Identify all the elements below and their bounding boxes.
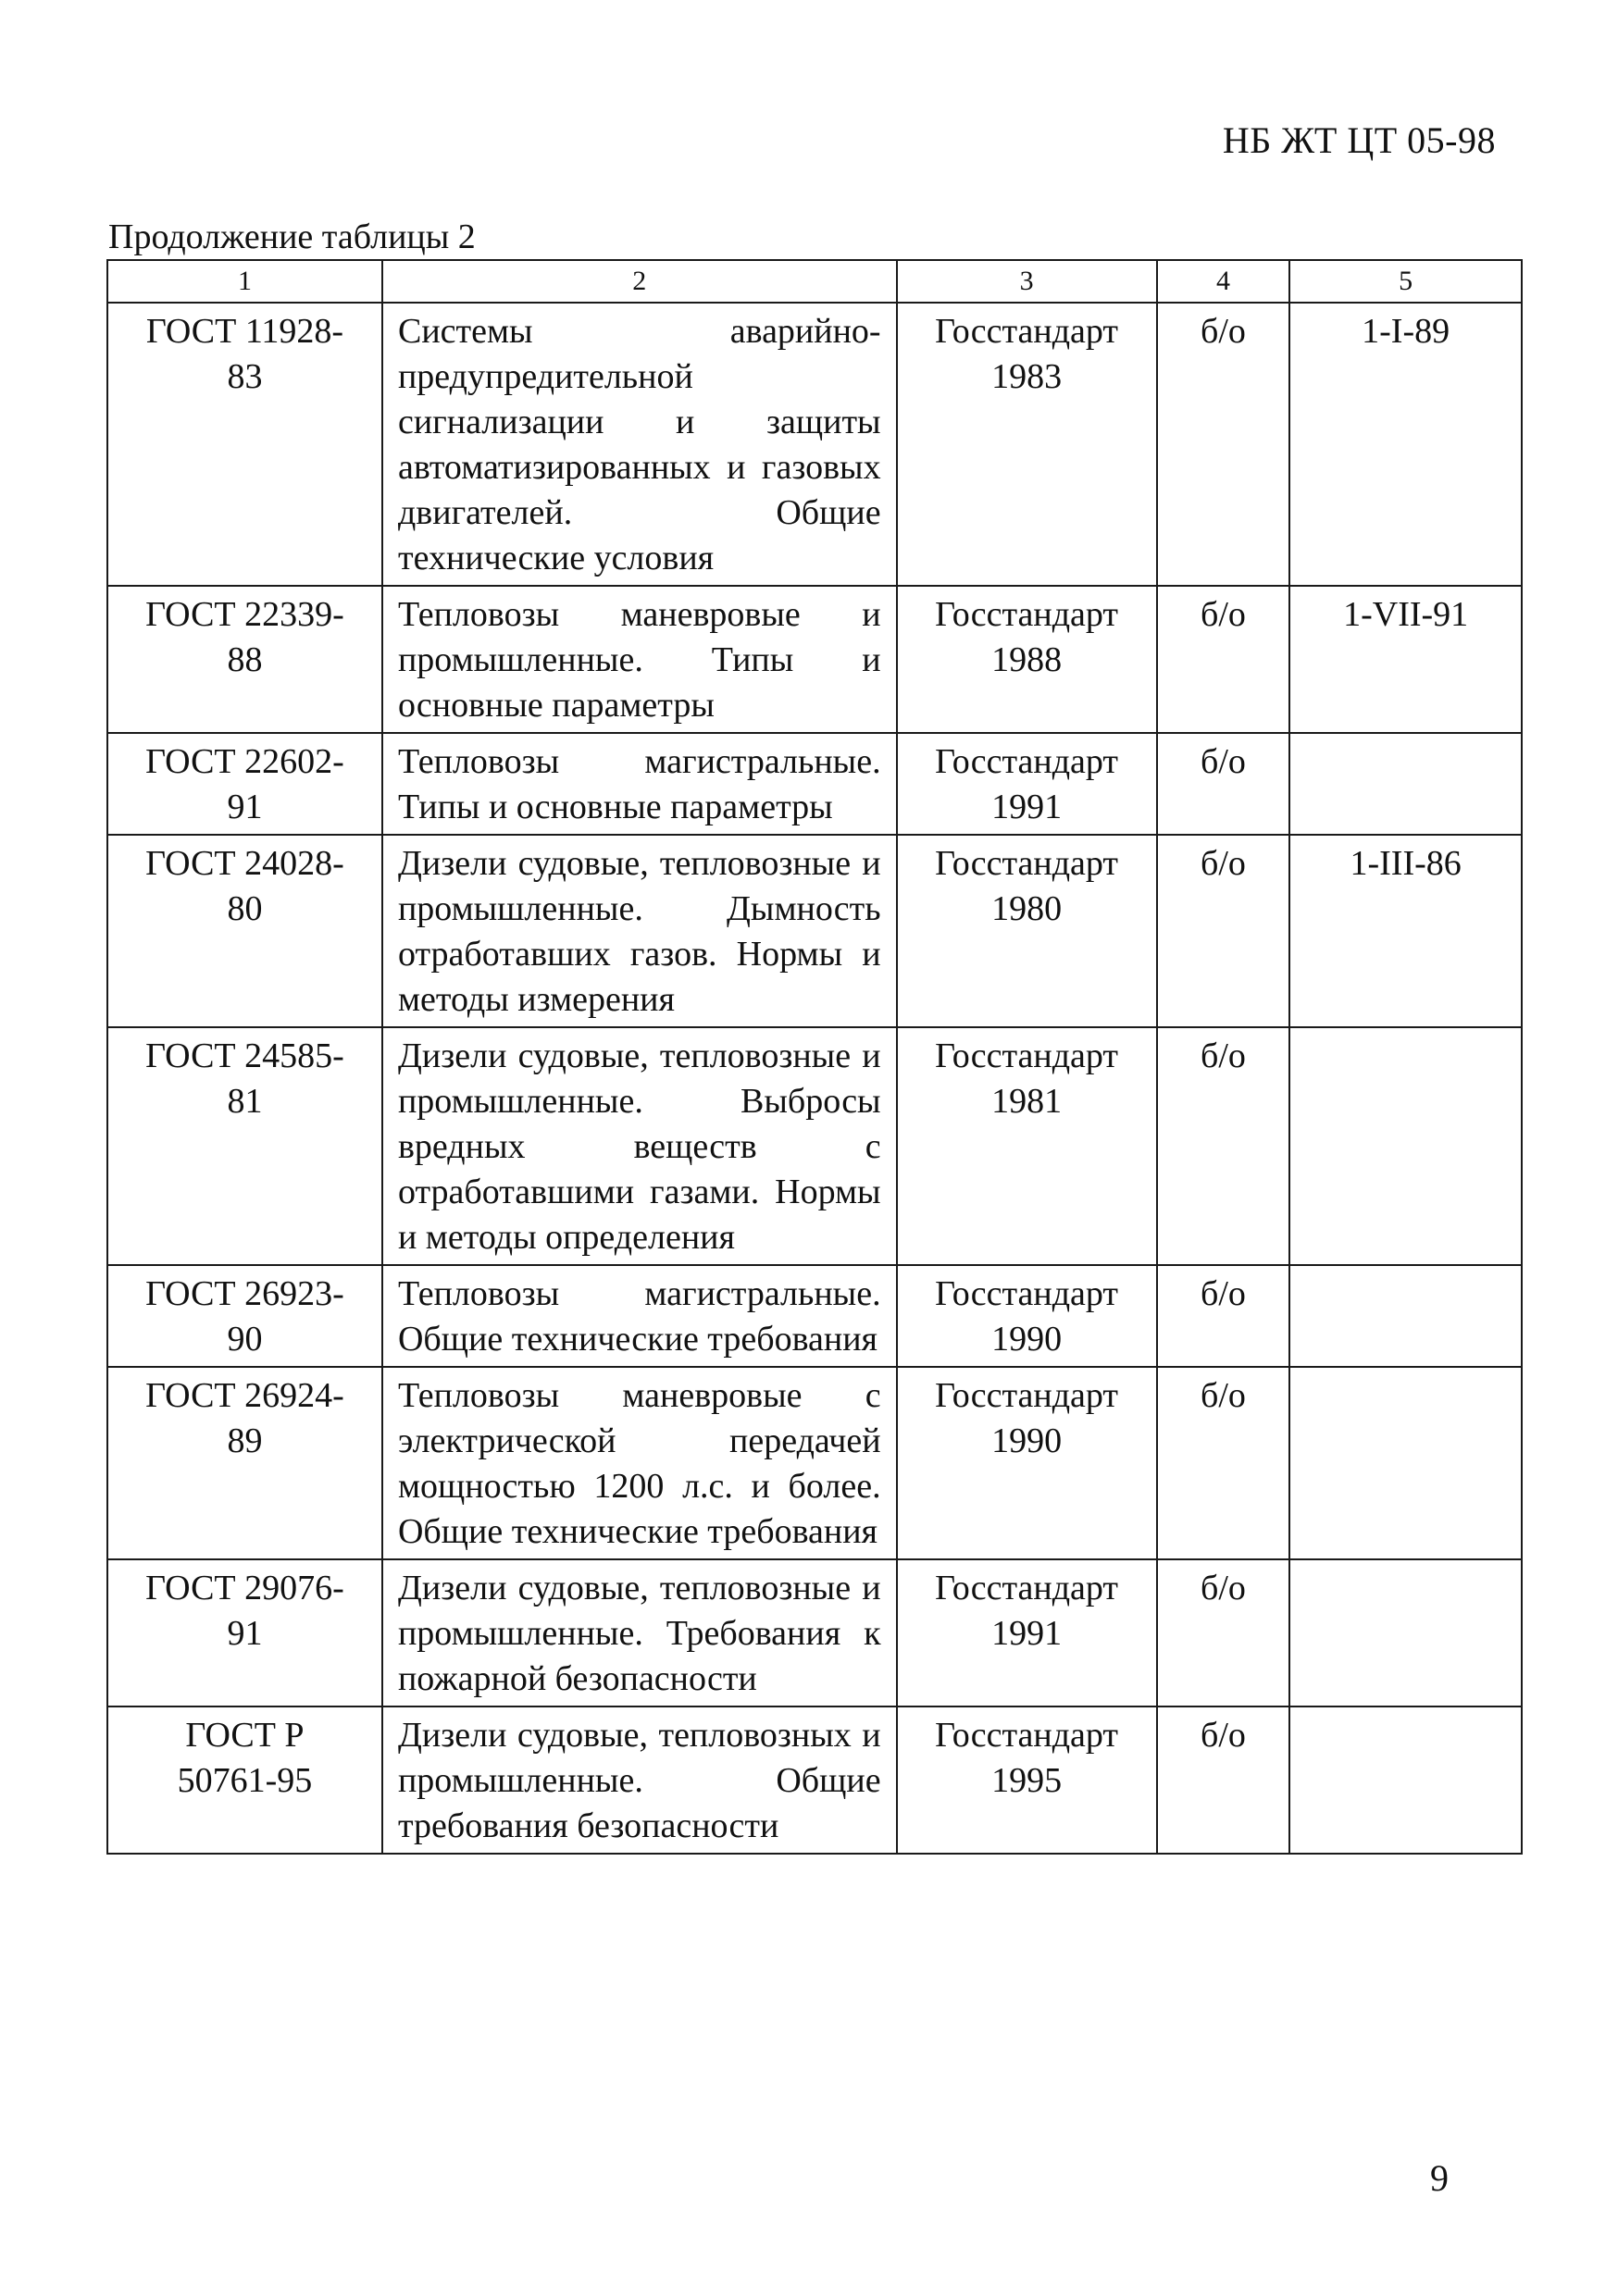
table-row (107, 733, 1522, 835)
standard-title-cell: Тепловозы магистральные. Типы и основные параметры (382, 733, 897, 835)
standard-code-line: 91 (227, 788, 263, 826)
publication-year: 1981 (991, 1082, 1063, 1121)
publisher-name: Госстандарт (935, 1376, 1119, 1415)
table-row (107, 835, 1522, 1027)
standard-code-line: ГОСТ Р (185, 1716, 305, 1755)
publication-year: 1990 (991, 1421, 1063, 1460)
publisher-cell (897, 1265, 1157, 1367)
status-cell: б/о (1157, 1706, 1290, 1854)
publisher-name: Госстандарт (935, 1569, 1119, 1607)
publication-year: 1988 (991, 640, 1063, 679)
standard-code-line: ГОСТ 22602- (145, 742, 344, 781)
publisher-name: Госстандарт (935, 1036, 1119, 1075)
standard-code-cell (107, 835, 382, 1027)
publication-year: 1983 (991, 357, 1063, 396)
effective-date-cell (1289, 1367, 1522, 1559)
effective-date-cell: 1-VII-91 (1289, 586, 1522, 733)
publication-year: 1980 (991, 889, 1063, 928)
column-number: 3 (897, 260, 1157, 303)
document-code: НБ ЖТ ЦТ 05-98 (1222, 119, 1496, 161)
publisher-cell (897, 733, 1157, 835)
standard-title-cell: Дизели судовые, тепловозные и промышленные. Выбросы вредных веществ с отработавшими газами. Нормы и методы определения (382, 1027, 897, 1265)
table-caption: Продолжение таблицы 2 (108, 217, 476, 256)
standard-code-line: 90 (227, 1320, 263, 1359)
standard-code-line: ГОСТ 24585- (145, 1036, 344, 1075)
publisher-cell (897, 835, 1157, 1027)
standard-code-cell (107, 733, 382, 835)
standard-code-line: 83 (227, 357, 263, 396)
standard-code-line: ГОСТ 26924- (145, 1376, 344, 1415)
standard-title-cell: Системы аварийно-предупредительной сигнализации и защиты автоматизированных и газовых двигателей. Общие технические условия (382, 303, 897, 586)
publication-year: 1991 (991, 1614, 1063, 1653)
status-cell: б/о (1157, 1027, 1290, 1265)
standard-code-cell (107, 1367, 382, 1559)
status-cell: б/о (1157, 586, 1290, 733)
column-number: 2 (382, 260, 897, 303)
publisher-name: Госстандарт (935, 1716, 1119, 1755)
status-cell: б/о (1157, 835, 1290, 1027)
effective-date-cell (1289, 1027, 1522, 1265)
publisher-name: Госстандарт (935, 312, 1119, 351)
standard-code-line: ГОСТ 29076- (145, 1569, 344, 1607)
status-cell: б/о (1157, 1367, 1290, 1559)
publisher-name: Госстандарт (935, 595, 1119, 634)
standard-code-line: ГОСТ 24028- (145, 844, 344, 883)
table-row (107, 1706, 1522, 1854)
standards-table (106, 259, 1523, 1855)
standard-code-cell (107, 1027, 382, 1265)
standard-title-cell: Дизели судовые, тепловозные и промышленные. Требования к пожарной безопасности (382, 1559, 897, 1706)
standard-code-line: ГОСТ 11928- (145, 312, 344, 351)
standard-code-line: 91 (227, 1614, 263, 1653)
column-number: 5 (1289, 260, 1522, 303)
status-cell: б/о (1157, 1265, 1290, 1367)
standard-code-line: 88 (227, 640, 263, 679)
standard-code-cell (107, 1265, 382, 1367)
effective-date-cell (1289, 1265, 1522, 1367)
standard-code-cell (107, 303, 382, 586)
effective-date-cell: 1-I-89 (1289, 303, 1522, 586)
publication-year: 1990 (991, 1320, 1063, 1359)
table-row (107, 1265, 1522, 1367)
column-number: 4 (1157, 260, 1290, 303)
publisher-cell (897, 1367, 1157, 1559)
effective-date-cell (1289, 1559, 1522, 1706)
column-number-row (107, 260, 1522, 303)
standard-code-line: 89 (227, 1421, 263, 1460)
effective-date-cell: 1-III-86 (1289, 835, 1522, 1027)
status-cell: б/о (1157, 733, 1290, 835)
standard-code-line: 50761-95 (177, 1761, 313, 1800)
standard-title-cell: Дизели судовые, тепловозных и промышленные. Общие требования безопасности (382, 1706, 897, 1854)
standard-code-line: ГОСТ 26923- (145, 1274, 344, 1313)
table-row (107, 586, 1522, 733)
standard-code-line: 80 (227, 889, 263, 928)
table-row (107, 1027, 1522, 1265)
standard-code-cell (107, 1706, 382, 1854)
table-row (107, 1559, 1522, 1706)
status-cell: б/о (1157, 303, 1290, 586)
publisher-name: Госстандарт (935, 844, 1119, 883)
effective-date-cell (1289, 1706, 1522, 1854)
standard-title-cell: Тепловозы маневровые с электрической передачей мощностью 1200 л.с. и более. Общие технические требования (382, 1367, 897, 1559)
standard-code-line: ГОСТ 22339- (145, 595, 344, 634)
status-cell: б/о (1157, 1559, 1290, 1706)
publisher-cell (897, 586, 1157, 733)
publisher-cell (897, 1027, 1157, 1265)
column-number: 1 (107, 260, 382, 303)
effective-date-cell (1289, 733, 1522, 835)
publisher-cell (897, 1706, 1157, 1854)
publication-year: 1995 (991, 1761, 1063, 1800)
standard-code-cell (107, 1559, 382, 1706)
standard-code-cell (107, 586, 382, 733)
table-row (107, 1367, 1522, 1559)
publisher-cell (897, 303, 1157, 586)
standard-title-cell: Тепловозы магистральные. Общие технические требования (382, 1265, 897, 1367)
standard-title-cell: Тепловозы маневровые и промышленные. Типы и основные параметры (382, 586, 897, 733)
publisher-name: Госстандарт (935, 1274, 1119, 1313)
publication-year: 1991 (991, 788, 1063, 826)
standard-title-cell: Дизели судовые, тепловозные и промышленные. Дымность отработавших газов. Нормы и методы измерения (382, 835, 897, 1027)
table-row (107, 303, 1522, 586)
standard-code-line: 81 (227, 1082, 263, 1121)
publisher-cell (897, 1559, 1157, 1706)
page-number: 9 (1430, 2157, 1449, 2199)
publisher-name: Госстандарт (935, 742, 1119, 781)
